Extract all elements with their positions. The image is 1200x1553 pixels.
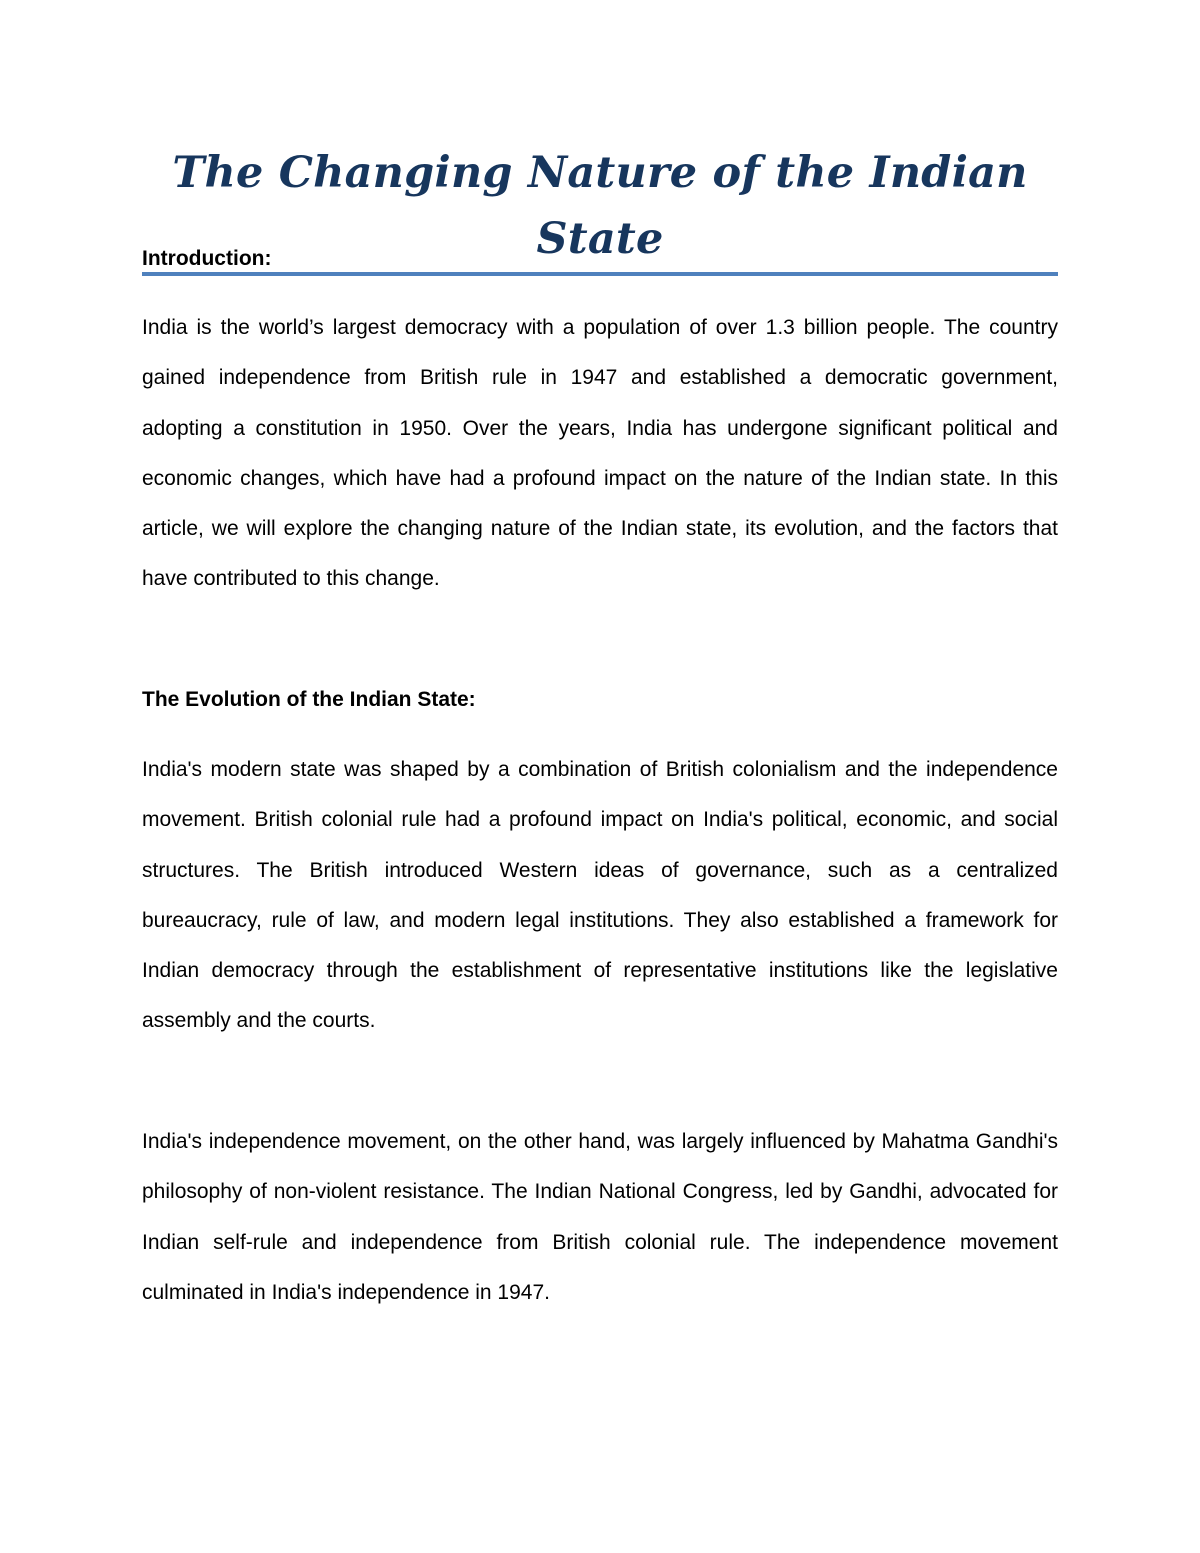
document-page xyxy=(142,140,1058,1304)
paragraph-evolution-independence: India's independence movement, on the other hand, was largely influenced by Mahatma Gandhi's philosophy of non-violent resistance. The Indian National Congress, led by Gandhi, advocated for Indian self-rule and independence from British colonial rule. The independence movement culminated in India's independence in 1947. xyxy=(142,1130,1058,1304)
paragraph-evolution-colonialism: India's modern state was shaped by a combination of British colonialism and the independence movement. British colonial rule had a profound impact on India's political, economic, and social structures. The British introduced Western ideas of governance, such as a centralized bureaucracy, rule of law, and modern legal institutions. They also established a framework for Indian democracy through the establishment of representative institutions like the legislative assembly and the courts. xyxy=(142,758,1058,1033)
document-title: The Changing Nature of the Indian State xyxy=(172,148,1028,264)
section-heading-evolution: The Evolution of the Indian State: xyxy=(142,688,476,711)
paragraph-introduction: India is the world’s largest democracy with a population of over 1.3 billion people. The country gained independence from British rule in 1947 and established a democratic government, adopting a constitution in 1950. Over the years, India has undergone significant political and economic changes, which have had a profound impact on the nature of the Indian state. In this article, we will explore the changing nature of the Indian state, its evolution, and the factors that have contributed to this change. xyxy=(142,316,1058,591)
section-heading-introduction: Introduction: xyxy=(142,247,272,270)
